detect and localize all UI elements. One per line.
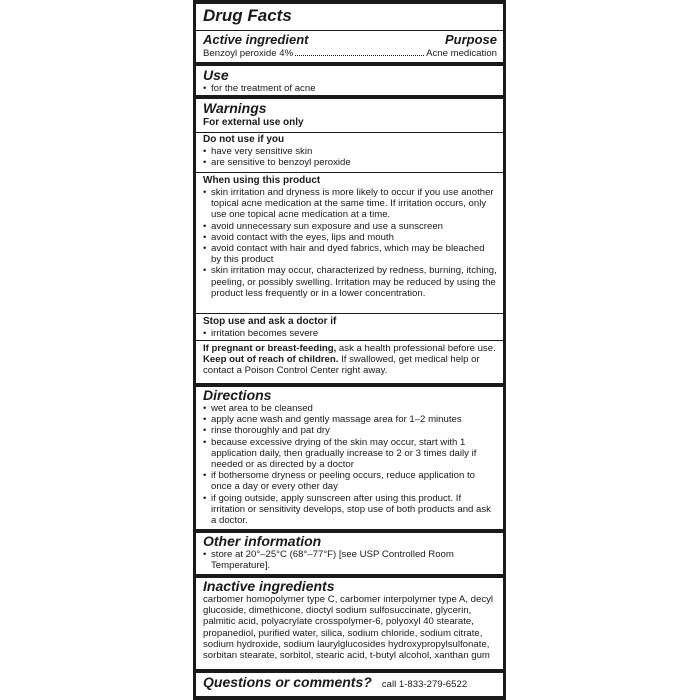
warnings-heading: Warnings (203, 100, 267, 116)
section-divider (196, 95, 503, 99)
purpose-heading: Purpose (444, 32, 497, 47)
pregnancy-warning (203, 343, 497, 354)
divider (196, 172, 503, 173)
list-item: • skin irritation and dryness is more likely to occur if you use another topical acne medication at the same time. If irritation occurs, only use one topical acne medication at a time. (203, 187, 497, 221)
list-item: • have very sensitive skin (203, 146, 497, 157)
active-heading-row (203, 32, 497, 48)
questions-heading: Questions or comments? (203, 674, 372, 690)
list-item: • avoid unnecessary sun exposure and use a sunscreen (203, 221, 497, 232)
list-item: • avoid contact with the eyes, lips and mouth (203, 232, 497, 243)
children-text: If swallowed, get medical help or contact a Poison Control Center right away. (203, 354, 480, 377)
divider (196, 313, 503, 314)
list-item: • skin irritation may occur, characterized by redness, burning, itching, peeling, or possibly swelling. Irritation may be reduced by using the product less frequently or in a lower concentration. (203, 265, 497, 299)
list-item: • wet area to be cleansed (203, 403, 497, 414)
phone-number: call 1-833-279-6522 (381, 679, 468, 690)
pregnancy-text: ask a health professional before use. (336, 343, 496, 354)
list-item: • for the treatment of acne (203, 83, 497, 94)
leader-dots (295, 55, 424, 56)
list-item: • irritation becomes severe (203, 328, 497, 339)
list-item: • apply acne wash and gently massage area for 1–2 minutes (203, 414, 497, 425)
questions-row (203, 674, 497, 690)
divider (196, 30, 503, 31)
divider (196, 340, 503, 341)
children-bold: Keep out of reach of children. (203, 354, 339, 366)
list-item: • avoid contact with hair and dyed fabrics, which may be bleached by this product (203, 243, 497, 265)
list-item: • if bothersome dryness or peeling occurs, reduce application to once a day or every other day (203, 470, 497, 492)
do-not-use-heading: Do not use if you (203, 134, 285, 145)
list-item: • because excessive drying of the skin may occur, start with 1 application daily, then gradually increase to 2 or 3 times daily if needed or as directed by a doctor (203, 437, 497, 471)
use-heading: Use (203, 67, 229, 83)
directions-heading: Directions (203, 387, 272, 403)
section-divider (196, 669, 503, 673)
stop-use-heading: Stop use and ask a doctor if (203, 316, 337, 327)
inactive-heading: Inactive ingredients (203, 578, 335, 594)
pregnancy-bold: If pregnant or breast-feeding, (203, 343, 337, 354)
top-border (196, 0, 503, 4)
drug-facts-label (193, 0, 506, 700)
active-ingredient-row (203, 48, 497, 59)
active-ingredient-heading: Active ingredient (203, 32, 309, 47)
bottom-border (196, 696, 503, 700)
other-info-heading: Other information (203, 533, 322, 549)
inactive-ingredients-text: carbomer homopolymer type C, carbomer interpolymer type A, decyl glucoside, dimethicone, dioctyl sodium sulfosuccinate, glycerin, palmitic acid, polyacrylate crosspolymer-6, polyoxyl 40 stearate, propanediol, purified water, silica, sodium chloride, sodium citrate, sodium hydroxide, sodium laurylglucosides hydroxypropylsulfonate, sorbitan stearate, sorbitol, stearic acid, t-butyl alcohol, xanthan gum (203, 594, 494, 662)
active-ingredient-purpose: Acne medication (426, 48, 497, 59)
active-ingredient-name: Benzoyl peroxide 4% (203, 48, 294, 59)
list-item: • rinse thoroughly and pat dry (203, 425, 497, 436)
drug-facts-title: Drug Facts (203, 6, 292, 25)
external-use-text: For external use only (203, 117, 304, 128)
children-warning (203, 354, 497, 376)
divider (196, 132, 503, 133)
section-divider (196, 62, 503, 66)
when-using-heading: When using this product (203, 175, 321, 186)
list-item: • if going outside, apply sunscreen after using this product. If irritation or sensitivity develops, stop use of both products and ask a doctor. (203, 493, 497, 527)
list-item: • store at 20°–25°C (68°–77°F) [see USP Controlled Room Temperature]. (203, 549, 497, 571)
list-item: • are sensitive to benzoyl peroxide (203, 157, 497, 168)
